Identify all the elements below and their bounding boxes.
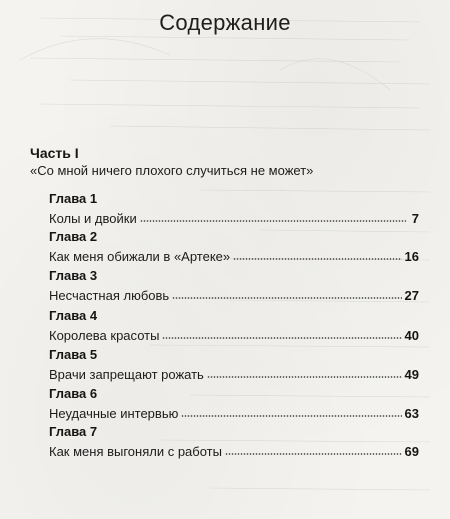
page-number: 7 [411, 211, 419, 226]
page-title: Содержание [159, 10, 291, 35]
dot-leader [162, 336, 401, 340]
chapter-title: Как меня обижали в «Артеке» [49, 249, 231, 264]
toc-entry-chapter-1[interactable] [49, 191, 419, 229]
chapter-label: Глава 2 [49, 229, 98, 244]
chapter-title: Неудачные интервью [49, 406, 179, 421]
dot-leader [233, 257, 401, 261]
toc-line [49, 364, 419, 382]
toc-line [49, 208, 419, 226]
page-number: 69 [404, 444, 419, 459]
page-number: 40 [404, 328, 419, 343]
chapter-title: Королева красоты [49, 328, 160, 343]
toc-entry-chapter-4[interactable] [49, 308, 419, 346]
page-number: 63 [404, 406, 419, 421]
chapter-label: Глава 5 [49, 347, 98, 362]
chapter-label: Глава 3 [49, 268, 98, 283]
chapter-title: Колы и двойки [49, 211, 137, 226]
chapter-title: Врачи запрещают рожать [49, 367, 204, 382]
chapter-label: Глава 7 [49, 424, 98, 439]
chapter-title: Как меня выгоняли с работы [49, 444, 222, 459]
toc-entry-chapter-3[interactable] [49, 268, 419, 306]
page-number: 27 [404, 288, 419, 303]
part-label: Часть I [30, 145, 79, 161]
toc-entry-chapter-5[interactable] [49, 347, 419, 385]
page-number: 49 [404, 367, 419, 382]
toc-line [49, 441, 419, 459]
part-subtitle: «Со мной ничего плохого случиться не может» [30, 163, 314, 178]
toc-line [49, 325, 419, 343]
toc-entry-chapter-7[interactable] [49, 424, 419, 462]
chapter-label: Глава 1 [49, 191, 98, 206]
toc-line [49, 285, 419, 303]
dot-leader [172, 296, 401, 300]
chapter-label: Глава 4 [49, 308, 98, 323]
dot-leader [181, 414, 401, 418]
toc-line [49, 246, 419, 264]
page-number: 16 [404, 249, 419, 264]
dot-leader [140, 219, 406, 223]
toc-entry-chapter-6[interactable] [49, 386, 419, 424]
toc-line [49, 403, 419, 421]
toc-entry-chapter-2[interactable] [49, 229, 419, 267]
chapter-label: Глава 6 [49, 386, 98, 401]
dot-leader [225, 452, 402, 456]
dot-leader [207, 375, 402, 379]
chapter-title: Несчастная любовь [49, 288, 170, 303]
